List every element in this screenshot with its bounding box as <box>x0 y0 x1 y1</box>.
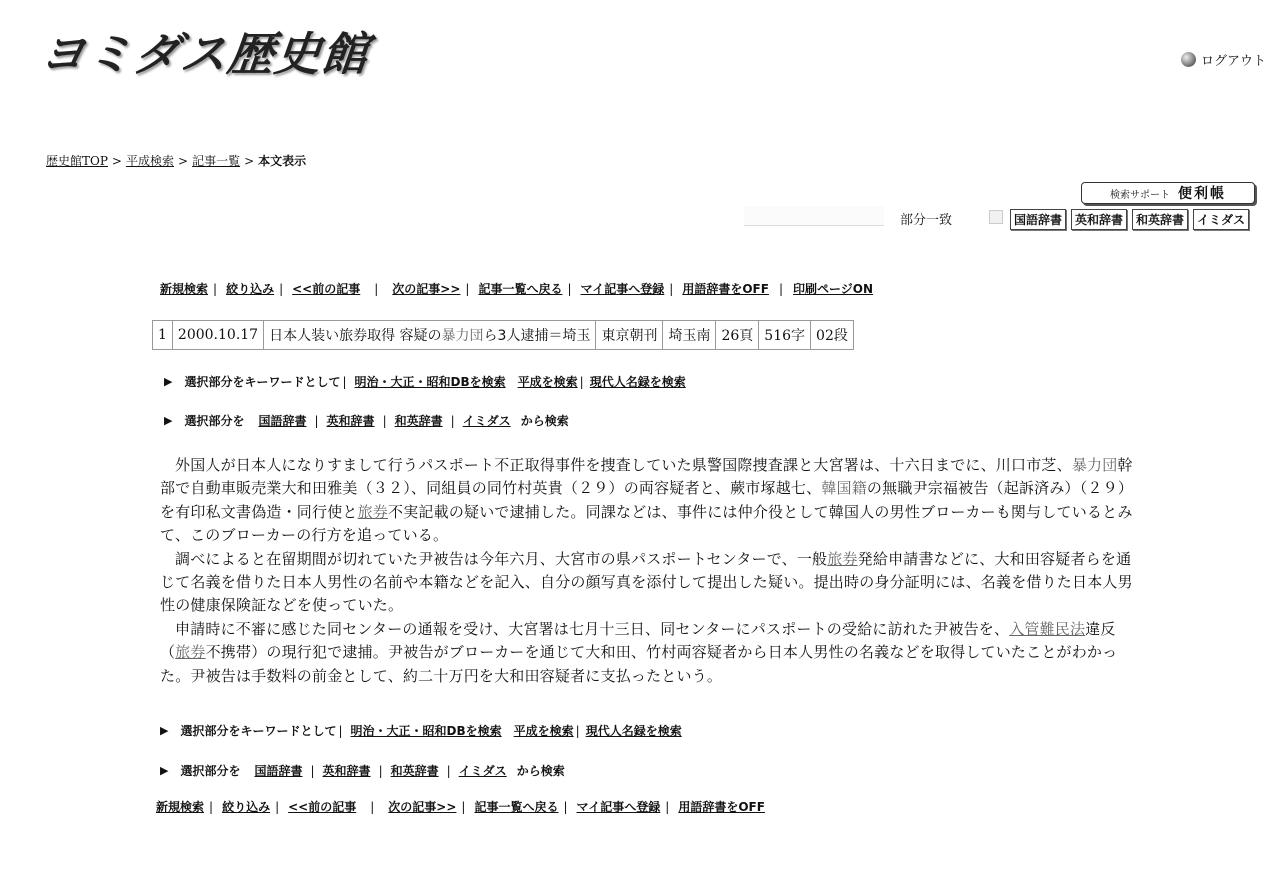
search-support-big: 便利帳 <box>1178 186 1226 202</box>
prev-article-link[interactable]: <<前の記事 <box>288 800 357 814</box>
new-search-link[interactable]: 新規検索 <box>160 282 209 296</box>
breadcrumb-separator: > <box>111 154 122 168</box>
breadcrumb-separator: > <box>244 154 255 168</box>
breadcrumb <box>46 152 306 169</box>
prev-article-link[interactable]: <<前の記事 <box>292 282 361 296</box>
term-dict-off-link[interactable]: 用語辞書をOFF <box>678 800 765 814</box>
article-no: 1 <box>153 321 173 350</box>
dict-lookup-suffix: から検索 <box>516 764 565 778</box>
keyword-link[interactable]: 入管難民法 <box>1009 619 1086 638</box>
article-edition: 埼玉南 <box>663 321 716 350</box>
article-date: 2000.10.17 <box>172 321 263 350</box>
waei-dict-button[interactable]: 和英辞書 <box>1132 209 1188 230</box>
heisei-search-link[interactable]: 平成を検索 <box>517 375 578 389</box>
article-title-post: ら3人逮捕＝埼玉 <box>483 328 591 344</box>
partial-match-checkbox[interactable] <box>989 210 1003 224</box>
back-to-list-link[interactable]: 記事一覧へ戻る <box>478 282 563 296</box>
keyword-highlight[interactable]: 韓国籍 <box>821 479 867 498</box>
keyword-highlight[interactable]: 暴力団 <box>1071 456 1118 474</box>
refine-link[interactable]: 絞り込み <box>226 282 275 296</box>
keyword-search-label: 選択部分をキーワードとして <box>180 724 337 738</box>
keyword-link[interactable]: 旅券 <box>357 502 389 521</box>
eiwa-dict-button[interactable]: 英和辞書 <box>1071 209 1127 230</box>
article-paper: 東京朝刊 <box>596 321 663 350</box>
logout-icon <box>1181 52 1196 67</box>
breadcrumb-article-list[interactable]: 記事一覧 <box>192 154 241 168</box>
triangle-right-icon: ▶ <box>164 414 173 427</box>
dictionary-search-input[interactable] <box>744 206 884 226</box>
kokugo-dict-link[interactable]: 国語辞書 <box>258 414 307 428</box>
add-my-article-link[interactable]: マイ記事へ登録 <box>580 282 665 296</box>
article-meta-table <box>152 320 854 350</box>
imidas-link[interactable]: イミダス <box>458 764 507 778</box>
next-article-link[interactable]: 次の記事>> <box>388 800 457 814</box>
article-body <box>160 454 1140 688</box>
eiwa-dict-link[interactable]: 英和辞書 <box>326 414 375 428</box>
eiwa-dict-link[interactable]: 英和辞書 <box>322 764 371 778</box>
imidas-link[interactable]: イミダス <box>462 414 511 428</box>
article-title-pre: 日本人装い旅券取得 容疑の <box>269 328 442 344</box>
article-title <box>264 321 596 350</box>
search-support-button[interactable] <box>1081 182 1255 204</box>
search-support-small: 検索サポート <box>1110 189 1170 201</box>
breadcrumb-top[interactable]: 歴史館TOP <box>46 154 108 168</box>
imidas-button[interactable]: イミダス <box>1193 209 1249 230</box>
meiji-db-search-link[interactable]: 明治・大正・昭和DBを検索 <box>350 724 502 738</box>
triangle-right-icon: ▶ <box>164 375 173 388</box>
keyword-link[interactable]: 旅券 <box>175 643 206 662</box>
meiji-db-search-link[interactable]: 明治・大正・昭和DBを検索 <box>354 375 506 389</box>
yomidas-logo: ヨミダス歴史館 <box>36 27 372 81</box>
article-paragraph: 外国人が日本人になりすまして行うパスポート不正取得事件を捜査していた県警国際捜査課と大宮署は、十六日までに、川口市芝、暴力団幹部で自動車販売業大和田雅美（３２）、同組員の同竹村英貴（２９）の両容疑者と、蕨市塚越七、韓国籍の無職尹宗福被告（起訴済み）（２９）を有印私文書偽造・同行使と旅券不実記載の疑いで逮捕した。同課などは、事件には仲介役として韓国人の男性ブローカーも関与しているとみて、このブローカーの行方を追っている。 <box>160 456 1134 545</box>
refine-link[interactable]: 絞り込み <box>222 800 271 814</box>
breadcrumb-current: 本文表示 <box>258 154 307 168</box>
article-columns: 02段 <box>811 321 854 350</box>
logout-button[interactable] <box>1181 50 1266 69</box>
dict-lookup-row-bottom: ▶ 選択部分を 国語辞書 | 英和辞書 | 和英辞書 | イミダス から検索 <box>160 763 565 778</box>
keyword-search-label: 選択部分をキーワードとして <box>184 375 341 389</box>
table-row <box>153 321 854 350</box>
breadcrumb-heisei-search[interactable]: 平成検索 <box>125 154 174 168</box>
keyword-search-row-bottom: ▶ 選択部分をキーワードとして | 明治・大正・昭和DBを検索 平成を検索 | 現代人名録を検索 <box>160 723 682 738</box>
article-page: 26頁 <box>716 321 759 350</box>
triangle-right-icon: ▶ <box>160 724 169 737</box>
jinmeiroku-search-link[interactable]: 現代人名録を検索 <box>585 724 682 738</box>
breadcrumb-separator: > <box>178 154 189 168</box>
triangle-right-icon: ▶ <box>160 764 169 777</box>
back-to-list-link[interactable]: 記事一覧へ戻る <box>474 800 559 814</box>
dict-lookup-row-top: ▶ 選択部分を 国語辞書 | 英和辞書 | 和英辞書 | イミダス から検索 <box>164 413 569 428</box>
term-dict-off-link[interactable]: 用語辞書をOFF <box>682 282 769 296</box>
article-nav-top: 新規検索 | 絞り込み | <<前の記事 | 次の記事>> | 記事一覧へ戻る | マイ記事へ登録 | 用語辞書をOFF | 印刷ページON <box>160 281 874 296</box>
kokugo-dict-link[interactable]: 国語辞書 <box>254 764 303 778</box>
keyword-search-row-top: ▶ 選択部分をキーワードとして | 明治・大正・昭和DBを検索 平成を検索 | 現代人名録を検索 <box>164 374 686 389</box>
article-paragraph: 調べによると在留期間が切れていた尹被告は今年六月、大宮市の県パスポートセンターで、一般旅券発給申請書などに、大和田容疑者らを通じて名義を借りた日本人男性の名前や本籍などを記入、自分の顔写真を添付して提出した疑い。提出時の身分証明には、名義を借りた日本人男性の健康保険証などを使っていた。 <box>160 549 1133 615</box>
jinmeiroku-search-link[interactable]: 現代人名録を検索 <box>589 375 686 389</box>
article-chars: 516字 <box>759 321 811 350</box>
heisei-search-link[interactable]: 平成を検索 <box>513 724 574 738</box>
kokugo-dict-button[interactable]: 国語辞書 <box>1010 209 1066 230</box>
article-title-keyword: 暴力団 <box>441 328 484 344</box>
keyword-link[interactable]: 旅券 <box>827 549 858 568</box>
waei-dict-link[interactable]: 和英辞書 <box>394 414 443 428</box>
dict-lookup-label: 選択部分を <box>180 764 241 778</box>
dict-lookup-label: 選択部分を <box>184 414 245 428</box>
waei-dict-link[interactable]: 和英辞書 <box>390 764 439 778</box>
print-page-on-link[interactable]: 印刷ページON <box>793 282 874 296</box>
logout-label: ログアウト <box>1200 54 1266 69</box>
dict-lookup-suffix: から検索 <box>520 414 569 428</box>
partial-match-label: 部分一致 <box>900 213 953 228</box>
article-nav-bottom: 新規検索 | 絞り込み | <<前の記事 | 次の記事>> | 記事一覧へ戻る | マイ記事へ登録 | 用語辞書をOFF <box>156 799 765 814</box>
add-my-article-link[interactable]: マイ記事へ登録 <box>576 800 661 814</box>
next-article-link[interactable]: 次の記事>> <box>392 282 461 296</box>
new-search-link[interactable]: 新規検索 <box>156 800 205 814</box>
dictionary-buttons <box>1010 209 1249 230</box>
article-paragraph: 申請時に不審に感じた同センターの通報を受け、大宮署は七月十三日、同センターにパスポートの受給に訪れた尹被告を、入管難民法違反（旅券不携帯）の現行犯で逮捕。尹被告がブローカーを通じて大和田、竹村両容疑者から日本人男性の名義などを取得していたことがわかった。尹被告は手数料の前金として、約二十万円を大和田容疑者に支払ったという。 <box>160 619 1118 685</box>
